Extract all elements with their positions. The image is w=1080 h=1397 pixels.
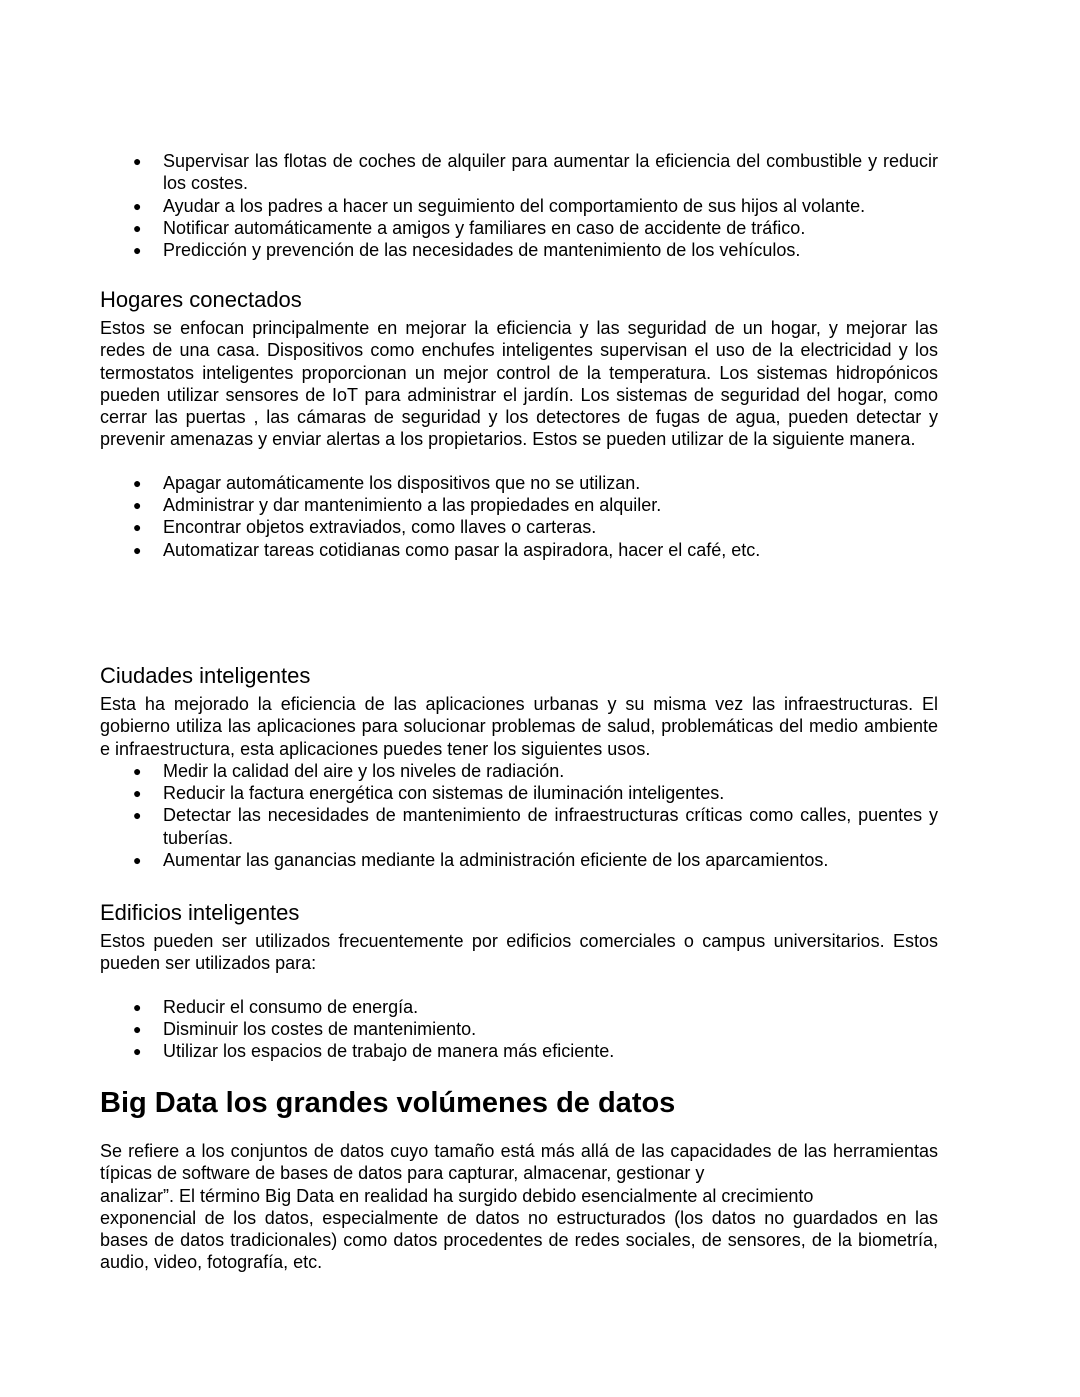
vehicles-list-section xyxy=(100,150,938,261)
section-heading: Edificios inteligentes xyxy=(100,900,300,925)
edificios-section xyxy=(100,900,938,1062)
section-paragraph: exponencial de los datos, especialmente de datos no estructurados (los datos no guardados en las bases de datos tradicionales) como datos procedentes de redes sociales, de sensores, de la biometría, audio, video, fotografía, etc. xyxy=(100,1207,938,1273)
list-item: ● Disminuir los costes de mantenimiento. xyxy=(100,1018,938,1040)
list-item: ● Detectar las necesidades de mantenimiento de infraestructuras críticas como calles, puentes y tuberías. xyxy=(100,804,938,849)
ciudades-section xyxy=(100,663,938,871)
list-item: ● Encontrar objetos extraviados, como llaves o carteras. xyxy=(100,516,938,538)
list-item: ● Notificar automáticamente a amigos y familiares en caso de accidente de tráfico. xyxy=(100,217,938,239)
list-item: ● Ayudar a los padres a hacer un seguimiento del comportamiento de sus hijos al volante. xyxy=(100,195,938,217)
ciudades-bullet-list xyxy=(100,760,938,871)
section-heading: Hogares conectados xyxy=(100,287,302,312)
list-item: ● Aumentar las ganancias mediante la administración eficiente de los aparcamientos. xyxy=(100,849,938,871)
list-item: ● Automatizar tareas cotidianas como pasar la aspiradora, hacer el café, etc. xyxy=(100,539,938,561)
list-item: ● Supervisar las flotas de coches de alquiler para aumentar la eficiencia del combustible y reducir los costes. xyxy=(100,150,938,195)
edificios-bullet-list xyxy=(100,996,938,1063)
bigdata-section xyxy=(100,1086,938,1274)
section-heading: Ciudades inteligentes xyxy=(100,663,311,688)
list-item: ● Predicción y prevención de las necesidades de mantenimiento de los vehículos. xyxy=(100,239,938,261)
vehicles-bullet-list xyxy=(100,150,938,261)
list-item: ● Reducir la factura energética con sistemas de iluminación inteligentes. xyxy=(100,782,938,804)
list-item: ● Utilizar los espacios de trabajo de manera más eficiente. xyxy=(100,1040,938,1062)
list-item: ● Reducir el consumo de energía. xyxy=(100,996,938,1018)
list-item: ● Administrar y dar mantenimiento a las propiedades en alquiler. xyxy=(100,494,938,516)
list-item: ● Apagar automáticamente los dispositivos que no se utilizan. xyxy=(100,472,938,494)
main-heading: Big Data los grandes volúmenes de datos xyxy=(100,1087,676,1119)
section-paragraph: Estos se enfocan principalmente en mejorar la eficiencia y las seguridad de un hogar, y mejorar las redes de una casa. Dispositivos como enchufes inteligentes supervisan el uso de la electricidad y los termostatos inteligentes proporcionan un mejor control de la temperatura. Los sistemas hidropónicos pueden utilizar sensores de IoT para administrar el jardín. Los sistemas de seguridad del hogar, como cerrar las puertas , las cámaras de seguridad y los detectores de fugas de agua, pueden detectar y prevenir amenazas y enviar alertas a los propietarios. Estos se pueden utilizar de la siguiente manera. xyxy=(100,318,938,450)
section-paragraph: Esta ha mejorado la eficiencia de las aplicaciones urbanas y su misma vez las infraestructuras. El gobierno utiliza las aplicaciones para solucionar problemas de salud, problemáticas del medio ambiente e infraestructura, esta aplicaciones puedes tener los siguientes usos. xyxy=(100,694,938,759)
section-paragraph: Estos pueden ser utilizados frecuentemente por edificios comerciales o campus universitarios. Estos pueden ser utilizados para: xyxy=(100,931,938,974)
list-item: ● Medir la calidad del aire y los niveles de radiación. xyxy=(100,760,938,782)
section-paragraph: Se refiere a los conjuntos de datos cuyo tamaño está más allá de las capacidades de las herramientas típicas de software de bases de datos para capturar, almacenar, gestionar y xyxy=(100,1141,938,1184)
section-paragraph: analizar”. El término Big Data en realidad ha surgido debido esencialmente al crecimiento xyxy=(100,1185,814,1206)
hogares-section xyxy=(100,287,938,561)
hogares-bullet-list xyxy=(100,472,938,561)
